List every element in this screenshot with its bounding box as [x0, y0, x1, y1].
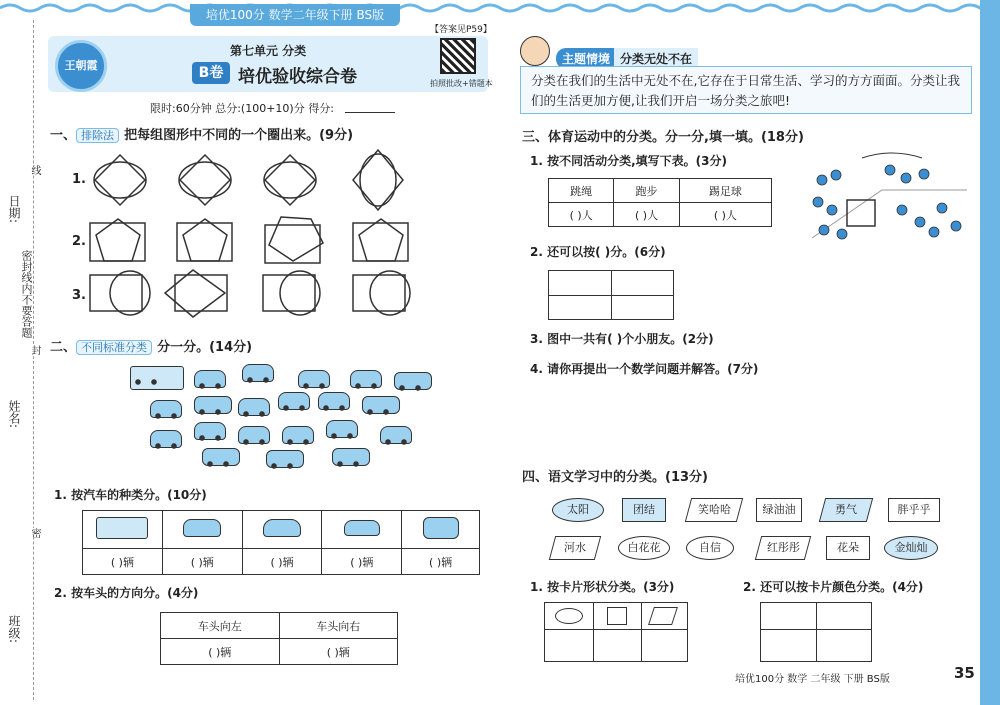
car-icon: [150, 400, 182, 418]
car-icon: [380, 426, 412, 444]
truck-icon: [96, 517, 148, 539]
series-tab: 培优100分 数学二年级下册 BS版: [190, 4, 400, 26]
q3-sub3: 3. 图中一共有( )个小朋友。(2分): [530, 332, 714, 346]
car-icon: [318, 392, 350, 410]
q1-text: 把每组图形中不同的一个圈出来。(9分): [124, 128, 354, 143]
qr-caption: 拍照批改+错题本: [430, 79, 493, 88]
seal-mark-xian: 线: [29, 165, 40, 175]
shape-group-3d: [353, 271, 410, 315]
brand-logo: 王朝霞: [55, 40, 107, 92]
vehicle-illustration: [128, 362, 428, 474]
q1-row-3-label: 3.: [72, 288, 86, 303]
taxi-icon: [194, 370, 226, 388]
q1-row-2-label: 2.: [72, 234, 86, 249]
q1-heading: 一、 排除法 把每组图形中不同的一个圈出来。(9分): [50, 128, 354, 143]
shape-group-3a: [90, 271, 150, 315]
theme-text: 分类在我们的生活中无处不在,它存在于日常生活、学习的方方面面。分类让我们的生活更加方便,让我们开启一场分类之旅吧!: [520, 66, 972, 114]
parallelogram-shape-icon: [648, 607, 678, 625]
q1-shapes[interactable]: [85, 145, 425, 325]
sedan-icon-cell: [322, 511, 402, 549]
shape-group-3b: [165, 270, 227, 317]
taxi-icon: [150, 430, 182, 448]
seal-line: [33, 20, 34, 700]
car-count[interactable]: ( )辆: [242, 549, 322, 575]
taxi-icon: [194, 422, 226, 440]
q2-sub1: 1. 按汽车的种类分。(10分): [54, 488, 207, 502]
volume-badge: B卷: [192, 62, 230, 84]
shape-group-2a: [90, 219, 145, 261]
answer-reference: 【答案见P59】: [430, 25, 492, 35]
card-lvyouyou[interactable]: 绿油油: [756, 498, 802, 522]
sedan-count[interactable]: ( )辆: [322, 549, 402, 575]
header-soccer: 踢足球: [679, 179, 771, 203]
card-xiaohaha[interactable]: 笑哈哈: [685, 498, 743, 522]
color-sort-box[interactable]: [760, 602, 872, 662]
right-count[interactable]: ( )辆: [279, 639, 398, 665]
taxi-icon: [183, 519, 221, 537]
card-taiyang[interactable]: 太阳: [552, 498, 604, 522]
van-icon: [332, 448, 370, 466]
q3-sub1: 1. 按不同活动分类,填写下表。(3分): [530, 154, 727, 168]
header-jump-rope: 跳绳: [549, 179, 614, 203]
shape-group-1a: [94, 155, 146, 205]
sedan-icon: [344, 520, 380, 536]
card-huaduo[interactable]: 花朵: [826, 536, 870, 560]
taxi-icon: [238, 426, 270, 444]
q1-tag: 排除法: [76, 128, 119, 143]
card-yongqi[interactable]: 勇气: [819, 498, 873, 522]
footer-text: 培优100分 数学 二年级 下册 BS版: [735, 674, 890, 685]
header-right: 车头向右: [279, 613, 398, 639]
score-blank[interactable]: [345, 112, 395, 113]
left-count[interactable]: ( )辆: [161, 639, 280, 665]
q3-sub4: 4. 请你再提出一个数学问题并解答。(7分): [530, 362, 759, 376]
shape-group-1c: [264, 155, 316, 205]
running-count[interactable]: ( )人: [614, 203, 679, 227]
car-icon: [242, 364, 274, 382]
card-panghuhu[interactable]: 胖乎乎: [888, 498, 940, 522]
theme-title: 分类无处不在: [614, 48, 698, 69]
jump-rope-count[interactable]: ( )人: [549, 203, 614, 227]
page-number: 35: [954, 664, 975, 682]
right-edge-band: [980, 0, 1000, 705]
q2-sub2: 2. 按车头的方向分。(4分): [54, 586, 199, 600]
q2-tag: 不同标准分类: [76, 340, 152, 355]
card-jincancan[interactable]: 金灿灿: [884, 536, 938, 560]
car-icon: [326, 420, 358, 438]
shape-group-1b: [179, 155, 231, 205]
class-label: 班级:: [7, 615, 21, 644]
q2-text: 分一分。(14分): [157, 340, 253, 355]
theme-tag: 主题情境: [556, 48, 616, 69]
date-label: 日期:: [7, 195, 21, 224]
soccer-count[interactable]: ( )人: [679, 203, 771, 227]
q4-heading: 四、语文学习中的分类。(13分): [522, 470, 708, 485]
car-icon: [282, 426, 314, 444]
seal-mark-mi: 密: [29, 528, 40, 538]
playground-illustration: [802, 150, 972, 250]
taxi-icon: [278, 392, 310, 410]
activity-table: [548, 178, 772, 227]
car-icon-cell: [242, 511, 322, 549]
van-icon: [202, 448, 240, 466]
page-title: 培优验收综合卷: [238, 67, 357, 87]
no-answer-note: 密封线内不要答题: [20, 250, 33, 338]
boy-avatar-icon: [520, 36, 550, 66]
card-tuanjie[interactable]: 团结: [622, 498, 666, 522]
truck-icon: [130, 366, 184, 390]
q4-sub1: 1. 按卡片形状分类。(3分): [530, 580, 675, 594]
van-icon: [362, 396, 400, 414]
header-running: 跑步: [614, 179, 679, 203]
direction-table: [160, 612, 398, 665]
q2-heading: 二、 不同标准分类 分一分。(14分): [50, 340, 253, 355]
shape-group-1d: [353, 150, 403, 210]
van-icon-cell: [402, 511, 480, 549]
qr-code[interactable]: [440, 38, 476, 74]
van-icon: [394, 372, 432, 390]
oval-shape-icon: [555, 608, 583, 624]
taxi-icon: [350, 370, 382, 388]
card-heshui[interactable]: 河水: [549, 536, 601, 560]
shape-group-2c: [265, 217, 323, 263]
taxi-count[interactable]: ( )辆: [162, 549, 242, 575]
car-icon: [263, 519, 301, 537]
exam-meta: 限时:60分钟 总分:(100+10)分 得分:: [150, 102, 334, 115]
taxi-icon: [238, 398, 270, 416]
name-label: 姓名:: [7, 400, 21, 429]
card-baihuahua[interactable]: 白花花: [618, 536, 670, 560]
top-wave-border: [0, 0, 1000, 14]
shape-group-2b: [177, 219, 232, 261]
unit-title: 第七单元 分类: [230, 44, 307, 58]
answer-box-q3-2[interactable]: [548, 270, 674, 320]
rectangle-shape-icon: [607, 607, 627, 625]
q3-heading: 三、体育运动中的分类。分一分,填一填。(18分): [522, 130, 804, 145]
shape-group-2d: [353, 219, 408, 261]
header-left: 车头向左: [161, 613, 280, 639]
seal-mark-feng: 封: [29, 345, 40, 355]
truck-count[interactable]: ( )辆: [83, 549, 163, 575]
q3-sub2: 2. 还可以按( )分。(6分): [530, 245, 666, 259]
taxi-icon-cell: [162, 511, 242, 549]
car-icon: [298, 370, 330, 388]
van-icon: [194, 396, 232, 414]
van-count[interactable]: ( )辆: [402, 549, 480, 575]
shape-sort-box[interactable]: [544, 602, 688, 662]
shape-group-3c: [263, 271, 320, 315]
card-zixin[interactable]: 自信: [686, 536, 734, 560]
van-icon: [266, 450, 304, 468]
q4-sub2: 2. 还可以按卡片颜色分类。(4分): [743, 580, 924, 594]
truck-icon-cell: [83, 511, 163, 549]
q1-row-1-label: 1.: [72, 172, 86, 187]
card-hongtongtong[interactable]: 红彤彤: [755, 536, 811, 560]
vehicle-type-table: [82, 510, 480, 575]
van-icon: [423, 517, 459, 539]
